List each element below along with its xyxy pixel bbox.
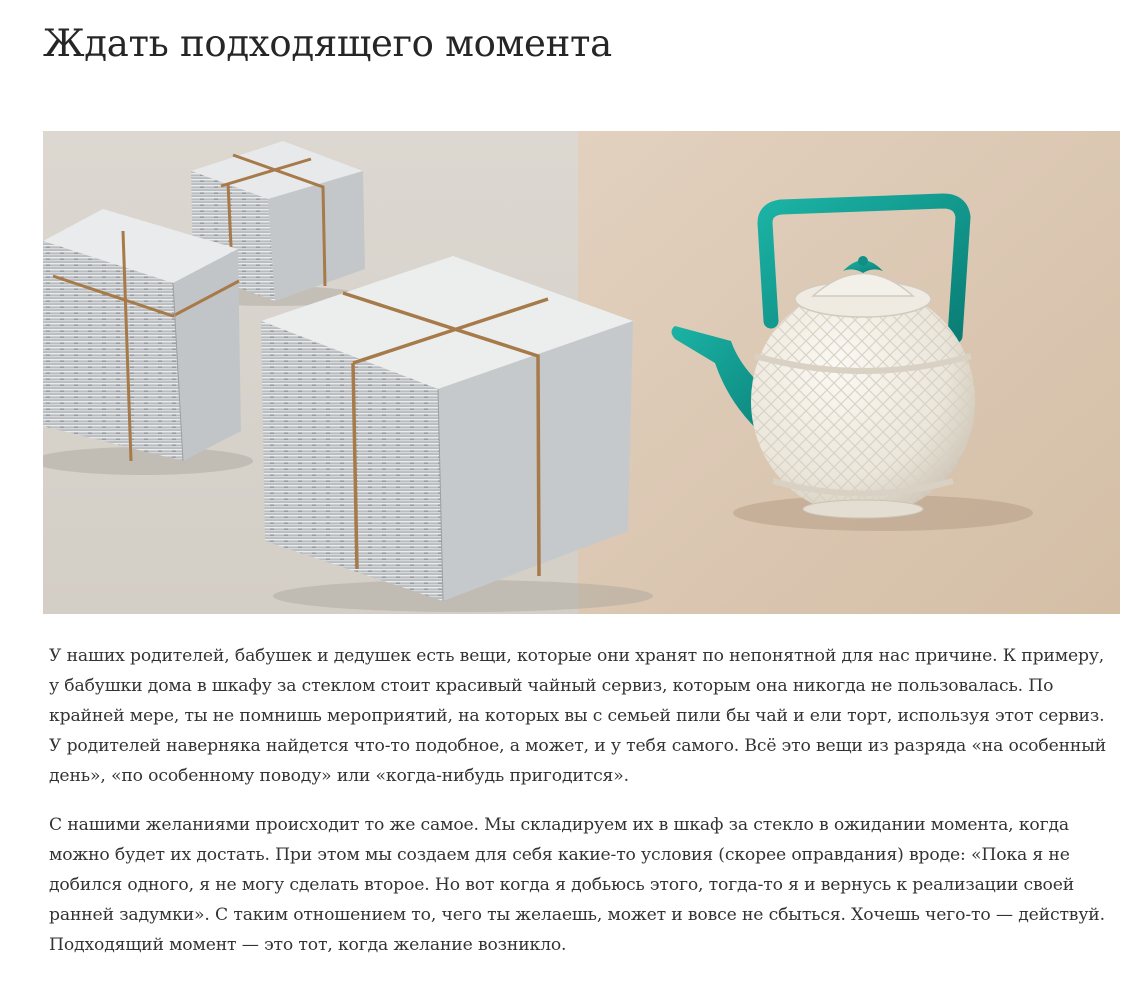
newspaper-bundle-left — [43, 209, 241, 461]
article-title: Ждать подходящего момента — [43, 22, 612, 65]
newspaper-bundle-front — [261, 256, 633, 601]
article-paragraph: У наших родителей, бабушек и дедушек есть вещи, которые они хранят по непонятной для нас причине. К примеру, у бабушки дома в шкафу за стеклом стоит красивый чайный сервиз, которым она никогда не пользовалась. По крайней мере, ты не помнишь мероприятий, на которых вы с семьей пили бы чай и ели торт, используя этот сервиз. У родителей наверняка найдется что-то подобное, а может, и у тебя самого. Всё это вещи из разряда «на особенный день», «по особенному поводу» или «когда-нибудь пригодится». — [49, 646, 1107, 786]
article-paragraph: С нашими желаниями происходит то же самое. Мы складируем их в шкаф за стекло в ожидании момента, когда можно будет их достать. При этом мы создаем для себя какие-то условия (скорее оправдания) вроде: «Пока я не добился одного, я не могу сделать второе. Но вот когда я добьюсь этого, тогда-то я и вернусь к реализации своей ранней задумки». С таким отношением то, чего ты желаешь, может и вовсе не сбыться. Хочешь чего-то — действуй. Подходящий момент — это тот, когда желание возникло. — [49, 815, 1105, 955]
article-image — [43, 131, 1120, 614]
